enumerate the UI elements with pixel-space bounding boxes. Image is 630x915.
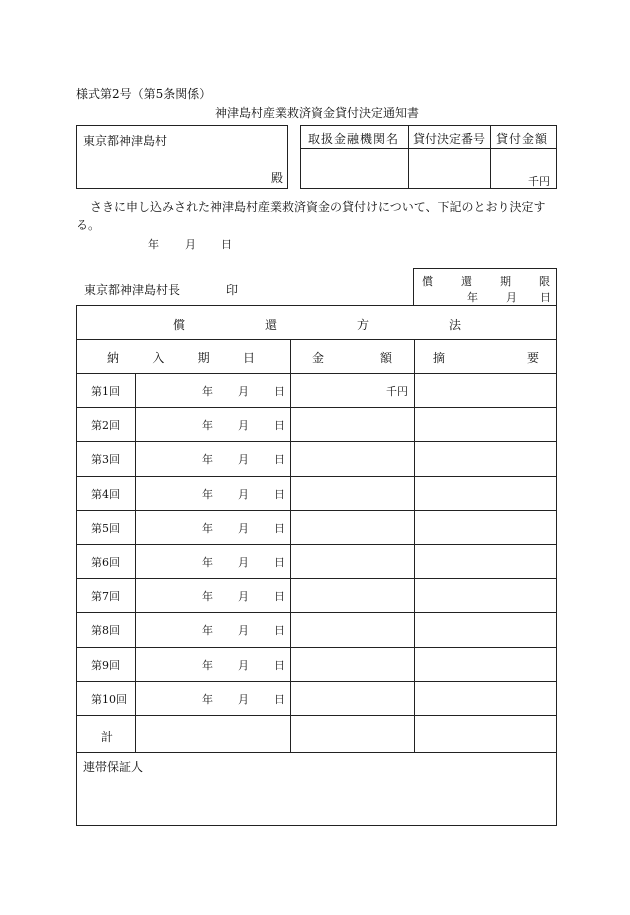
column-payment-date: 納 入 期 日	[107, 351, 255, 365]
row-label: 第9回	[91, 658, 120, 672]
row-date-month: 月	[238, 487, 249, 501]
row-date-year: 年	[202, 692, 213, 706]
row-date-year: 年	[202, 521, 213, 535]
row-date-year: 年	[202, 385, 213, 398]
table-row	[77, 647, 556, 681]
table-row	[77, 441, 556, 475]
loan-amount-unit: 千円	[528, 175, 550, 188]
row-date-day: 日	[274, 658, 285, 672]
issuer-title: 東京都神津島村長	[84, 283, 181, 297]
column-remarks: 摘 要	[433, 351, 539, 365]
row-date-month: 月	[238, 453, 249, 467]
row-date-day: 日	[274, 487, 285, 501]
method-header: 償 還 方 法	[173, 318, 461, 332]
row-date-month: 月	[238, 624, 249, 638]
table-row	[77, 510, 556, 544]
date-month: 月	[185, 238, 196, 251]
repayment-method-table	[76, 305, 557, 826]
row-date-day: 日	[274, 692, 285, 706]
row-date-month: 月	[238, 590, 249, 604]
total-label: 計	[101, 730, 114, 744]
deadline-year: 年	[467, 291, 478, 304]
row-date-day: 日	[274, 624, 285, 638]
form-number: 様式第2号（第5条関係）	[76, 87, 212, 101]
row-date-day: 日	[274, 590, 285, 604]
row-date-month: 月	[238, 419, 249, 433]
row-label: 第5回	[91, 521, 120, 535]
row-label: 第3回	[91, 453, 120, 467]
addressee-box	[76, 125, 288, 189]
guarantor-label: 連帯保証人	[83, 760, 144, 774]
row-date-year: 年	[202, 487, 213, 501]
row-date-day: 日	[274, 521, 285, 535]
date-day: 日	[221, 238, 232, 251]
addressee-name: 東京都神津島村	[83, 134, 168, 148]
row-label: 第4回	[91, 487, 120, 501]
row-date-day: 日	[274, 385, 285, 398]
body-text-line2: る。	[76, 218, 101, 232]
table-row	[77, 476, 556, 510]
row-date-month: 月	[238, 521, 249, 535]
header-financial-institution: 取扱金融機関名	[308, 132, 400, 146]
issuer-seal: 印	[226, 283, 239, 297]
loan-info-table	[300, 125, 557, 189]
row-date-day: 日	[274, 453, 285, 467]
row-label: 第7回	[91, 590, 120, 604]
amount-unit: 千円	[386, 385, 408, 398]
row-date-month: 月	[238, 385, 249, 398]
repayment-deadline-label: 償 還 期 限	[422, 275, 550, 288]
table-row	[77, 681, 556, 715]
body-text-line1: さきに申し込みされた神津島村産業救済資金の貸付けについて、下記のとおり決定す	[90, 200, 546, 214]
header-loan-amount: 貸付金額	[496, 132, 549, 146]
row-label: 第2回	[91, 419, 120, 433]
deadline-month: 月	[506, 291, 517, 304]
column-amount: 金 額	[312, 351, 392, 365]
table-row	[77, 612, 556, 646]
row-date-month: 月	[238, 556, 249, 569]
date-year: 年	[148, 238, 159, 251]
row-date-year: 年	[202, 624, 213, 638]
row-date-year: 年	[202, 658, 213, 672]
row-date-year: 年	[202, 556, 213, 569]
row-label: 第10回	[91, 692, 127, 706]
row-date-month: 月	[238, 692, 249, 706]
row-date-day: 日	[274, 556, 285, 569]
addressee-honorific: 殿	[270, 171, 283, 185]
row-label: 第6回	[91, 556, 120, 569]
table-row	[77, 373, 556, 407]
repayment-deadline-box	[413, 268, 557, 306]
row-date-year: 年	[202, 453, 213, 467]
row-date-year: 年	[202, 419, 213, 433]
row-label: 第8回	[91, 624, 120, 638]
row-date-month: 月	[238, 658, 249, 672]
table-row	[77, 544, 556, 578]
table-row	[77, 578, 556, 612]
row-label: 第1回	[91, 385, 120, 398]
deadline-day: 日	[540, 291, 551, 304]
table-row	[77, 407, 556, 441]
row-date-day: 日	[274, 419, 285, 433]
row-date-year: 年	[202, 590, 213, 604]
header-loan-decision-number: 貸付決定番号	[413, 132, 486, 146]
document-title: 神津島村産業救済資金貸付決定通知書	[215, 106, 420, 120]
